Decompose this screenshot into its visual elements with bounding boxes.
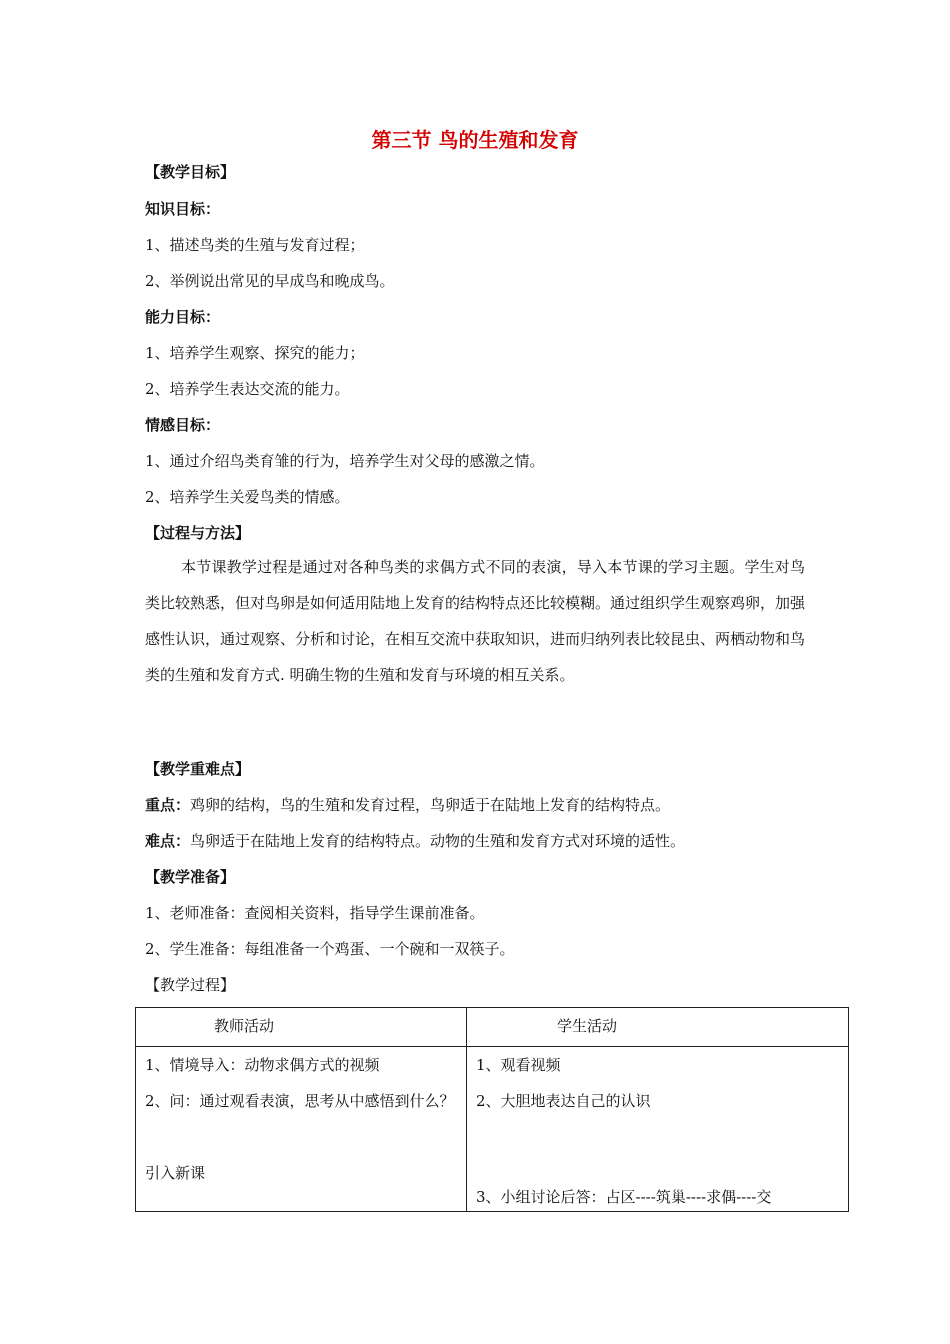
student-activity-cell [467,1047,849,1212]
teaching-process-heading: 【教学过程】 [145,976,236,994]
student-line: 2、大胆地表达自己的认识 [476,1092,651,1110]
preparation-item: 2、学生准备：每组准备一个鸡蛋、一个碗和一双筷子。 [145,940,515,958]
preparation-heading: 【教学准备】 [145,868,236,886]
teacher-activity-cell [136,1047,467,1212]
table-header-row [136,1008,849,1047]
key-label: 重点： [145,796,191,814]
teaching-process-table [135,1007,849,1212]
difficult-label: 难点： [145,832,191,850]
ability-item: 1、培养学生观察、探究的能力； [145,344,365,362]
preparation-item: 1、老师准备：查阅相关资料，指导学生课前准备。 [145,904,485,922]
teacher-line: 引入新课 [145,1164,206,1182]
key-text: 鸡卵的结构，鸟的生殖和发育过程，鸟卵适于在陆地上发育的结构特点。 [190,796,671,814]
page-title: 第三节 鸟的生殖和发育 [371,128,579,152]
knowledge-item: 2、举例说出常见的早成鸟和晚成鸟。 [145,272,395,290]
difficult-point-line [145,831,685,851]
key-point-line [145,795,670,815]
key-points-heading: 【教学重难点】 [145,760,251,778]
emotion-item: 1、通过介绍鸟类育雏的行为，培养学生对父母的感激之情。 [145,452,545,470]
process-method-heading: 【过程与方法】 [145,524,251,542]
student-line: 3、小组讨论后答：占区----筑巢----求偶----交 [476,1188,772,1206]
objectives-heading: 【教学目标】 [145,163,236,181]
emotion-item: 2、培养学生关爱鸟类的情感。 [145,488,350,506]
teacher-activity-header: 教师活动 [136,1008,467,1047]
student-activity-header: 学生活动 [467,1008,849,1047]
knowledge-label: 知识目标： [145,200,221,218]
table-row [136,1047,849,1212]
ability-item: 2、培养学生表达交流的能力。 [145,380,350,398]
emotion-label: 情感目标： [145,416,221,434]
student-line: 1、观看视频 [476,1056,561,1074]
knowledge-item: 1、描述鸟类的生殖与发育过程； [145,236,365,254]
teacher-line: 2、问：通过观看表演，思考从中感悟到什么？ [145,1092,455,1110]
teacher-line: 1、情境导入：动物求偶方式的视频 [145,1056,380,1074]
difficult-text: 鸟卵适于在陆地上发育的结构特点。动物的生殖和发育方式对环境的适性。 [190,832,686,850]
process-method-paragraph: 本节课教学过程是通过对各种鸟类的求偶方式不同的表演，导入本节课的学习主题。学生对鸟类比较熟悉，但对鸟卵是如何适用陆地上发育的结构特点还比较模糊。通过组织学生观察鸡卵，加强感性认识，通过观察、分析和讨论，在相互交流中获取知识，进而归纳列表比较昆虫、两栖动物和鸟类的生殖和发育方式. 明确生物的生殖和发育与环境的相互关系。 [145,558,806,684]
ability-label: 能力目标： [145,308,221,326]
